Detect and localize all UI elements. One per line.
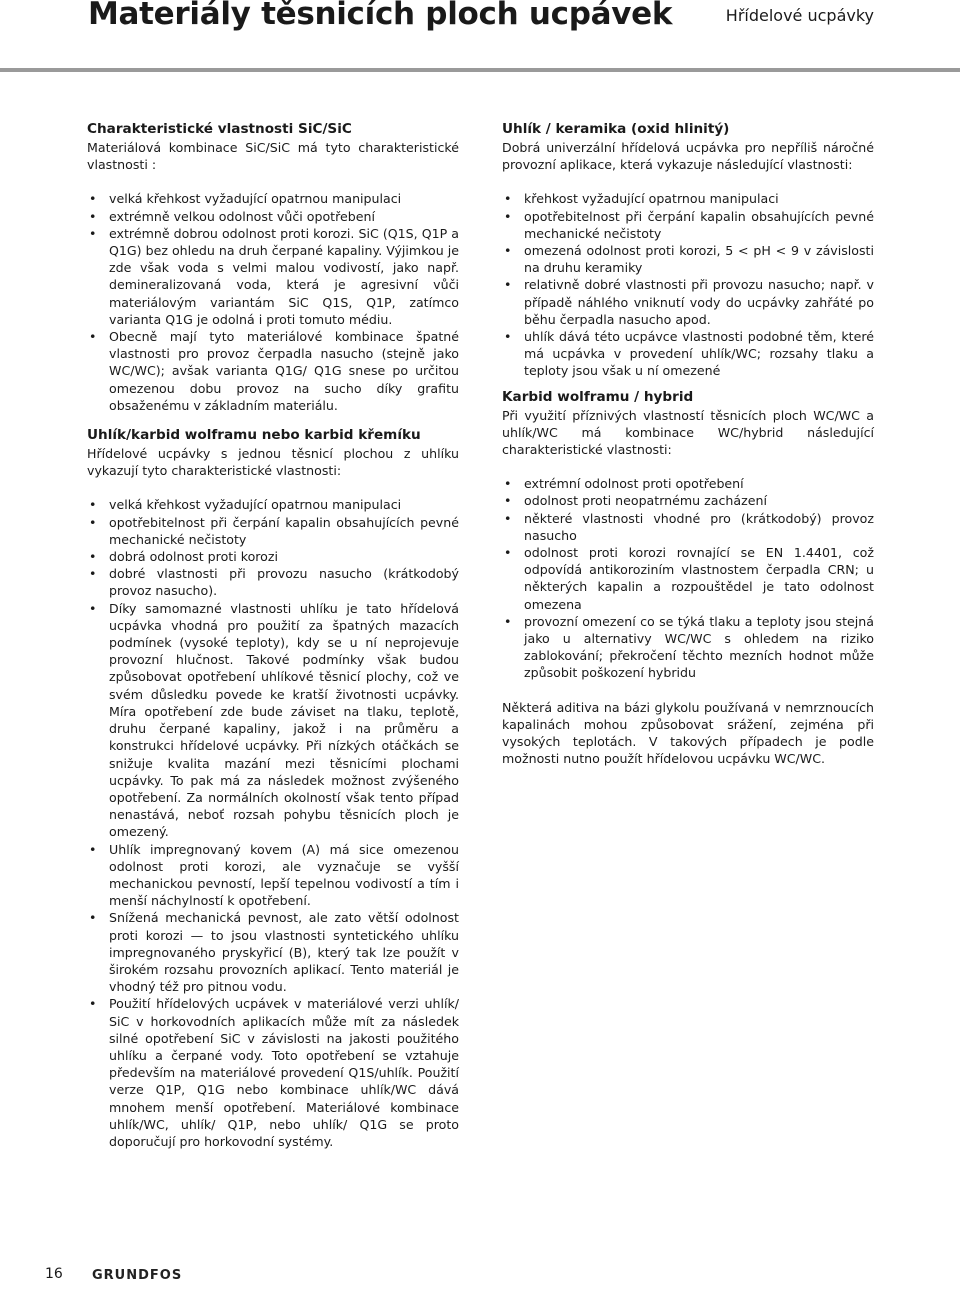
list-item: • Díky samomazné vlastnosti uhlíku je tato hřídelová ucpávka vhodná pro použití za špatných mazacích podmínek (vysoké teploty), kdy se u ní neprojevuje provozní hlučnost. Takové podmínky však budou způsobovat opotřebení uhlíkové těsnicí plochy, což ve svém důsledku povede ke kratší životnosti ucpávky. Míra opotřebení zde bude záviset na tlaku, teplotě, druhu čerpané kapaliny, jakož i na průměru a konstrukci hřídelové ucpávky. Při nízkých otáčkách se snižuje kvalita mazání mezi těsnicími plochami ucpávky. To pak má za následek možnost zvýšeného opotřebení. Za normálních okolností však tento případ nenastává, neboť rozsah pohybu těsnicích ploch je omezený. <box>87 600 459 841</box>
list-item: • odolnost proti neopatrnému zacházení <box>502 492 874 509</box>
grundfos-logo: GRUNDFOS <box>92 1268 183 1283</box>
list-item: • provozní omezení co se týká tlaku a teploty jsou stejná jako u alternativy WC/WC s ohledem na riziko zablokování; překročení těchto mezních hodnot může způsobit poškození hybridu <box>502 613 874 682</box>
left-column <box>87 120 459 1150</box>
paragraph-carbon-intro: Hřídelové ucpávky s jednou těsnicí plochou z uhlíku vykazují tyto charakteristické vlastnosti: <box>87 446 459 479</box>
page-title: Materiály těsnicích ploch ucpávek <box>88 0 673 32</box>
list-item: • Použití hřídelových ucpávek v materiálové verzi uhlík/ SiC v horkovodních aplikacích může mít za následek silné opotřebení SiC v závislosti na jakosti použitého uhlíku a čerpané vody. Toto opotřebení se vztahuje především na materiálové provedení Q1S/uhlík. Použití verze Q1P, Q1G nebo kombinace uhlík/WC dává mnohem menší opotřebení. Materiálové kombinace uhlík/WC, uhlík/ Q1P, nebo uhlík/ Q1G se proto doporučují pro horkovodní systémy. <box>87 995 459 1150</box>
heading-sic-sic: Charakteristické vlastnosti SiC/SiC <box>87 121 352 137</box>
section-label: Hřídelové ucpávky <box>725 6 874 25</box>
list-item: • extrémně dobrou odolnost proti korozi. SiC (Q1S, Q1P a Q1G) bez ohledu na druh čerpané kapaliny. Výjimkou je zde však voda s velmi malou vodivostí, jako např. demineralizovaná voda, která je agresivní vůči materiálovým variantám SiC Q1S, Q1P, zatímco varianta Q1G je odolná i proti tomuto médiu. <box>87 225 459 328</box>
list-item: • velká křehkost vyžadující opatrnou manipulaci <box>87 496 459 513</box>
heading-carbon-wc: Uhlík/karbid wolframu nebo karbid křemíku <box>87 427 421 444</box>
list-item: • velká křehkost vyžadující opatrnou manipulaci <box>87 190 459 207</box>
paragraph-ceramic-intro: Dobrá univerzální hřídelová ucpávka pro nepříliš náročné provozní aplikace, která vykazuje následující vlastnosti: <box>502 140 874 173</box>
list-item: • některé vlastnosti vhodné pro (krátkodobý) provoz nasucho <box>502 510 874 544</box>
paragraph-glycol-note: Některá aditiva na bázi glykolu používaná v nemrznoucích kapalinách mohou způsobovat srážení, zejména při vysokých teplotách. V takových případech je podle možnosti nutno použít hřídelovou ucpávku WC/WC. <box>502 699 874 767</box>
header-rule <box>0 68 960 72</box>
heading-wc-hybrid: Karbid wolframu / hybrid <box>502 388 694 405</box>
right-column <box>502 120 874 768</box>
list-ceramic-properties <box>502 190 874 379</box>
list-item: • uhlík dává této ucpávce vlastnosti podobné těm, které má ucpávka v provedení uhlík/WC; rozsahy tlaku a teploty jsou však u ní omezené <box>502 328 874 380</box>
list-item: • opotřebitelnost při čerpání kapalin obsahujících pevné mechanické nečistoty <box>502 208 874 242</box>
list-item: • Snížená mechanická pevnost, ale zato větší odolnost proti korozi — to jsou vlastnosti syntetického uhlíku impregnovaného pryskyřicí (B), který tak lze použít v širokém rozsahu provozních aplikací. Tento materiál je vhodný též pro pitnou vodu. <box>87 909 459 995</box>
list-item: • Uhlík impregnovaný kovem (A) má sice omezenou odolnost proti korozi, ale vyznačuje se vyšší mechanickou pevností, lepší tepelnou vodivostí a tím i menší náchylností k opotřebení. <box>87 841 459 910</box>
list-item: • křehkost vyžadující opatrnou manipulaci <box>502 190 874 207</box>
list-item: • extrémní odolnost proti opotřebení <box>502 475 874 492</box>
heading-carbon-ceramic: Uhlík / keramika (oxid hlinitý) <box>502 121 730 137</box>
list-item: • omezená odolnost proti korozi, 5 < pH < 9 v závislosti na druhu keramiky <box>502 242 874 276</box>
list-hybrid-properties <box>502 475 874 681</box>
list-item: • dobré vlastnosti při provozu nasucho (krátkodobý provoz nasucho). <box>87 565 459 599</box>
page-number: 16 <box>45 1266 63 1282</box>
list-carbon-properties <box>87 496 459 1150</box>
list-item: • opotřebitelnost při čerpání kapalin obsahujících pevné mechanické nečistoty <box>87 514 459 548</box>
list-item: • odolnost proti korozi rovnající se EN 1.4401, což odpovídá antikoroziním vlastnostem čerpadla CRN; u některých kapalin a rozpouštědel je tato odolnost omezena <box>502 544 874 613</box>
list-item: • dobrá odolnost proti korozi <box>87 548 459 565</box>
list-item: • Obecně mají tyto materiálové kombinace špatné vlastnosti pro provoz čerpadla nasucho (stejně jako WC/WC); avšak varianta Q1G/ Q1G snese po určitou omezenou dobu provoz na sucho díky grafitu obsaženému v základním materiálu. <box>87 328 459 414</box>
list-sic-properties <box>87 190 459 414</box>
list-item: • extrémně velkou odolnost vůči opotřebení <box>87 208 459 225</box>
list-item: • relativně dobré vlastnosti při provozu nasucho; např. v případě náhlého vniknutí vody do ucpávky zahřáté po běhu čerpadla nasucho apod. <box>502 276 874 328</box>
paragraph-hybrid-intro: Při využití příznivých vlastností těsnicích ploch WC/WC a uhlík/WC má kombinace WC/hybrid následující charakteristické vlastnosti: <box>502 407 874 458</box>
paragraph-sic-intro: Materiálová kombinace SiC/SiC má tyto charakteristické vlastnosti : <box>87 140 459 173</box>
